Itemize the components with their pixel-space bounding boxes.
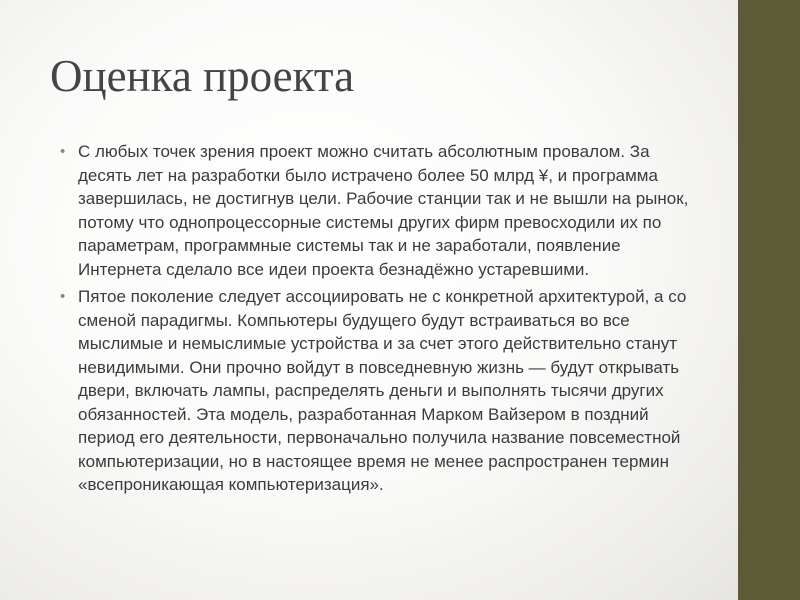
- bullet-dot-icon: •: [60, 288, 66, 305]
- slide-title: Оценка проекта: [50, 51, 355, 101]
- bullet-item: [58, 285, 698, 497]
- side-accent-stripe: [738, 0, 800, 600]
- bullet-dot-icon: •: [60, 143, 66, 160]
- bullet-text: С любых точек зрения проект можно считать абсолютным провалом. За десять лет на разработки было истрачено более 50 млрд ¥, и программа завершилась, не достигнув цели. Рабочие станции так и не вышли на рынок, потому что однопроцессорные системы других фирм превосходили их по параметрам, программные системы так и не заработали, появление Интернета сделало все идеи проекта безнадёжно устаревшими.: [78, 142, 689, 279]
- bullet-text: Пятое поколение следует ассоциировать не с конкретной архитектурой, а со сменой парадигмы. Компьютеры будущего будут встраиваться во все мыслимые и немыслимые устройства и за счет этого действительно станут невидимыми. Они прочно войдут в повседневную жизнь — будут открывать двери, включать лампы, распределять деньги и выполнять тысячи других обязанностей. Эта модель, разработанная Марком Вайзером в поздний период его деятельности, первоначально получила название повсеместной компьютеризации, но в настоящее время не менее распространен термин «всепроникающая компьютеризация».: [78, 287, 687, 494]
- bullet-list: [58, 140, 698, 497]
- bullet-item: [58, 140, 698, 281]
